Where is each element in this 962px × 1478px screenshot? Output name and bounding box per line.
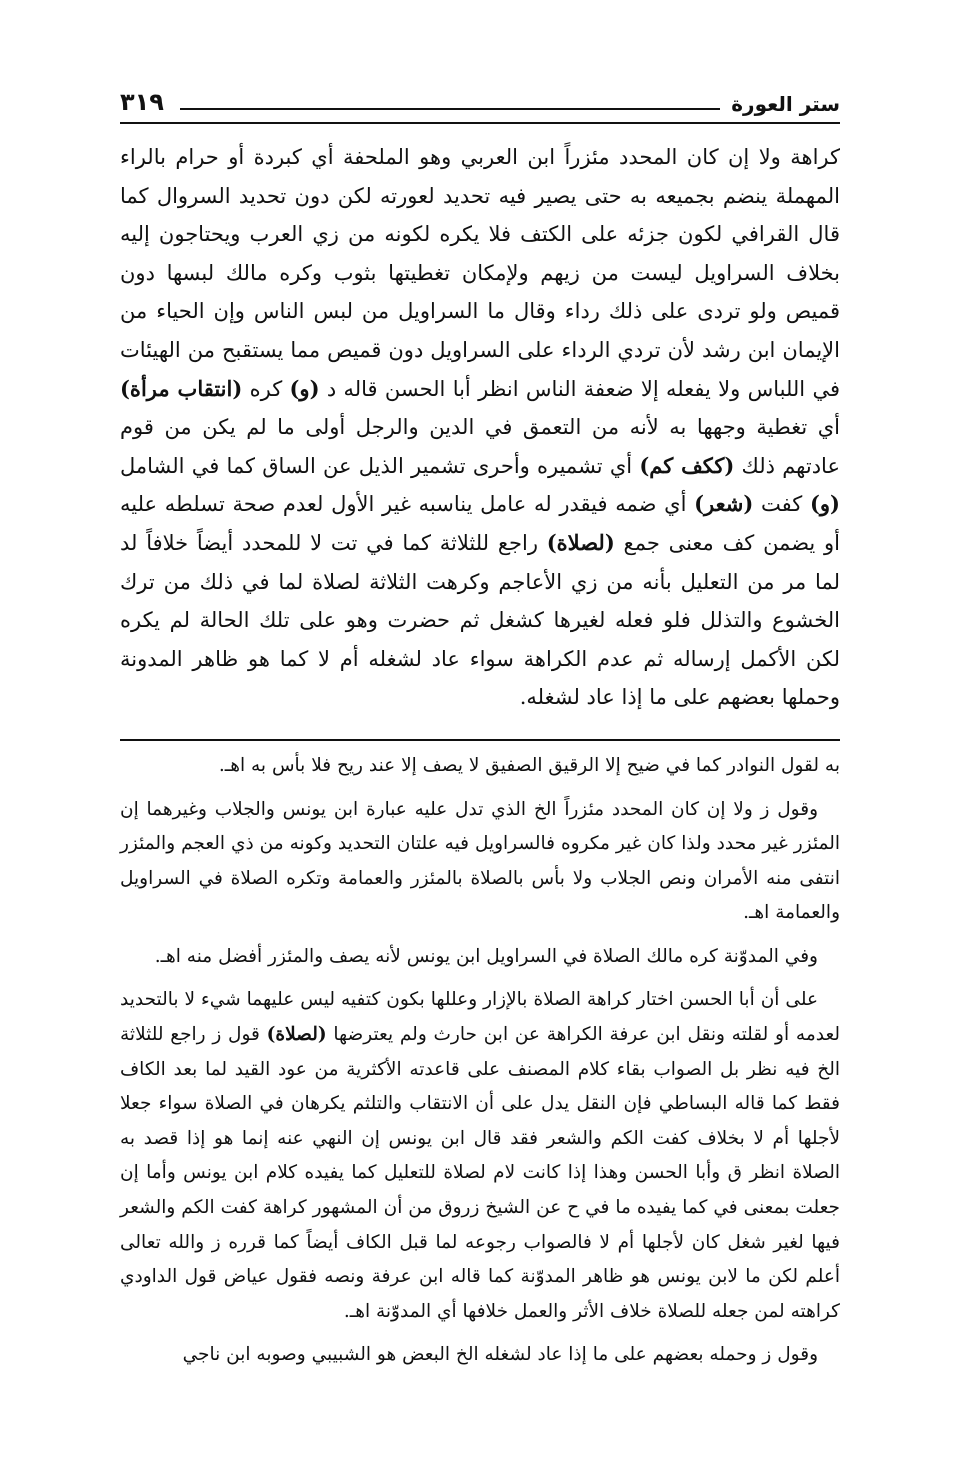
- main-text-segment: أي ضمه فيقدر له عامل يناسبه غير الأول لعدم صحة تسلطه عليه أو يضمن كف معنى جمع: [120, 492, 840, 555]
- book-page: [120, 80, 840, 1382]
- footnote-paragraph: [120, 749, 840, 784]
- main-text-segment: كره: [242, 376, 290, 401]
- main-text-segment: (و): [289, 375, 320, 401]
- main-text-segment: راجع للثلاثة كما في تت لا للمحدد أيضاً خلافاً لد لما مر من التعليل بأنه من زي الأعاجم وكرهت الثلاثة لصلاة لما في ذلك من ترك الخشوع والتذلل فلو فعله لغيرها كشغل ثم حضرت وهو على تلك الحالة لم يكره لكن الأكمل إرساله ثم عدم الكراهة سواء عاد لشغله أم لا كما هو ظاهر المدونة وحملها بعضهم على ما إذا عاد لشغله.: [120, 530, 840, 710]
- main-text-segment: (ككف كم): [639, 452, 735, 478]
- main-text: [120, 138, 840, 717]
- footnote-segment: (لصلاة): [266, 1024, 327, 1046]
- page-number: ٣١٩: [120, 88, 164, 116]
- running-title: ستر العورة: [731, 92, 840, 116]
- header-rule: [180, 108, 720, 110]
- footnote-paragraph: [120, 793, 840, 931]
- main-text-segment: (لصلاة): [546, 529, 615, 555]
- footnote-separator: [120, 739, 840, 741]
- main-text-segment: كراهة ولا إن كان المحدد مئزراً ابن العربي وهو الملحفة أي كبردة أو حرام بالراء المهملة ينضم بجميعه به حتى يصير فيه تحديد لعورته لكن دون تحديد السروال كما قال القرافي لكون جزئه على الكتف فلا يكره لكونه من زي العرب ويحتاجون إليه بخلاف السراويل ليست من زيهم ولإمكان تغطيتها بثوب وكره مالك لبسها دون قميص ولو تردى على ذلك رداء وقال ما السراويل من لبس الناس وإن الحياء من الإيمان ابن رشد لأن تردي الرداء على السراويل دون قميص مما يستقبح من الهيئات في اللباس ولا يفعله إلا ضعفة الناس انظر أبا الحسن قاله د: [120, 145, 840, 401]
- main-text-segment: (و): [809, 491, 840, 517]
- main-text-segment: أي تشميره وأحرى تشمير الذيل عن الساق كما في الشامل: [120, 453, 640, 478]
- footnote-segment: وفي المدوّنة كره مالك الصلاة في السراويل ابن يونس لأنه يصف والمئزر أفضل منه اهـ.: [154, 945, 818, 967]
- footnote-segment: به لقول النوادر كما في ضيح إلا الرقيق الصفيق لا يصف إلا عند ريح فلا بأس به اهـ.: [218, 754, 840, 776]
- footnotes: [120, 749, 840, 1373]
- main-text-segment: (انتقاب مرأة): [120, 375, 243, 401]
- footnote-paragraph: [120, 983, 840, 1329]
- main-text-segment: (شعر): [694, 491, 754, 517]
- footnote-segment: وقول ز وحمله بعضهم على ما إذا عاد لشغله الخ البعض هو الشبيبي وصوبه ابن ناجي: [182, 1344, 818, 1366]
- page-header: [120, 80, 840, 124]
- footnote-paragraph: [120, 1338, 840, 1373]
- footnote-segment: وقول ز ولا إن كان المحدد مئزراً الخ الذي تدل عليه عبارة ابن يونس والجلاب وغيرهما إن المئزر غير محدد ولذا كان غير مكروه فالسراويل فيه علتان التحديد وكونه من ذي العجم والمئزر انتفى منه الأمران ونص الجلاب ولا بأس بالصلاة بالمئزر والعمامة وتكره الصلاة في السراويل والعمامة اهـ.: [120, 798, 840, 924]
- main-text-segment: كفت: [753, 492, 810, 517]
- footnote-paragraph: [120, 940, 840, 975]
- footnote-segment: قول ز راجع للثلاثة الخ فيه نظر بل الصواب بقاء كلام المصنف على قاعدته الأكثرية من عود القيد لما بعد الكاف فقط كما قاله البساطي فإن النقل يدل على أن الانتقاب والتلثم يكرهان في الصلاة سواء جعلا لأجلها أم لا بخلاف كفت الكم والشعر فقد قال ابن يونس إن النهي عنه إنما هو إذا قصد به الصلاة انظر ق وأبا الحسن وهذا إذا كانت لام لصلاة للتعليل كما يفيده كلام ابن يونس وأما إن جعلت بمعنى في كما يفيده ما في ح عن الشيخ زروق من أن المشهور كراهة كفت الكم والشعر فيها لغير شغل كان لأجلها أم لا فالصواب رجوعه لما قبل الكاف أيضاً كما قرره ز والله تعالى أعلم لكن ما لابن يونس هو ظاهر المدوّنة كما قاله ابن عرفة ونصه فقول عياض قول الداودي كراهته لمن جعله للصلاة خلاف الأثر والعمل خلافها أي المدوّنة اهـ.: [120, 1024, 840, 1322]
- main-paragraph: [120, 138, 840, 717]
- main-text-segment: أي تغطية وجهها به لأنه من التعمق في الدين والرجل أولى ما لم يكن من قوم عادتهم ذلك: [120, 415, 840, 478]
- footnote-segment: على أن أبا الحسن اختار كراهة الصلاة بالإزار وعللها بكون كتفيه ليس عليهما شيء لا بالتحديد لعدمه أو لقلته ونقل ابن عرفة الكراهة عن ابن حارث ولم يعترضها: [120, 989, 841, 1046]
